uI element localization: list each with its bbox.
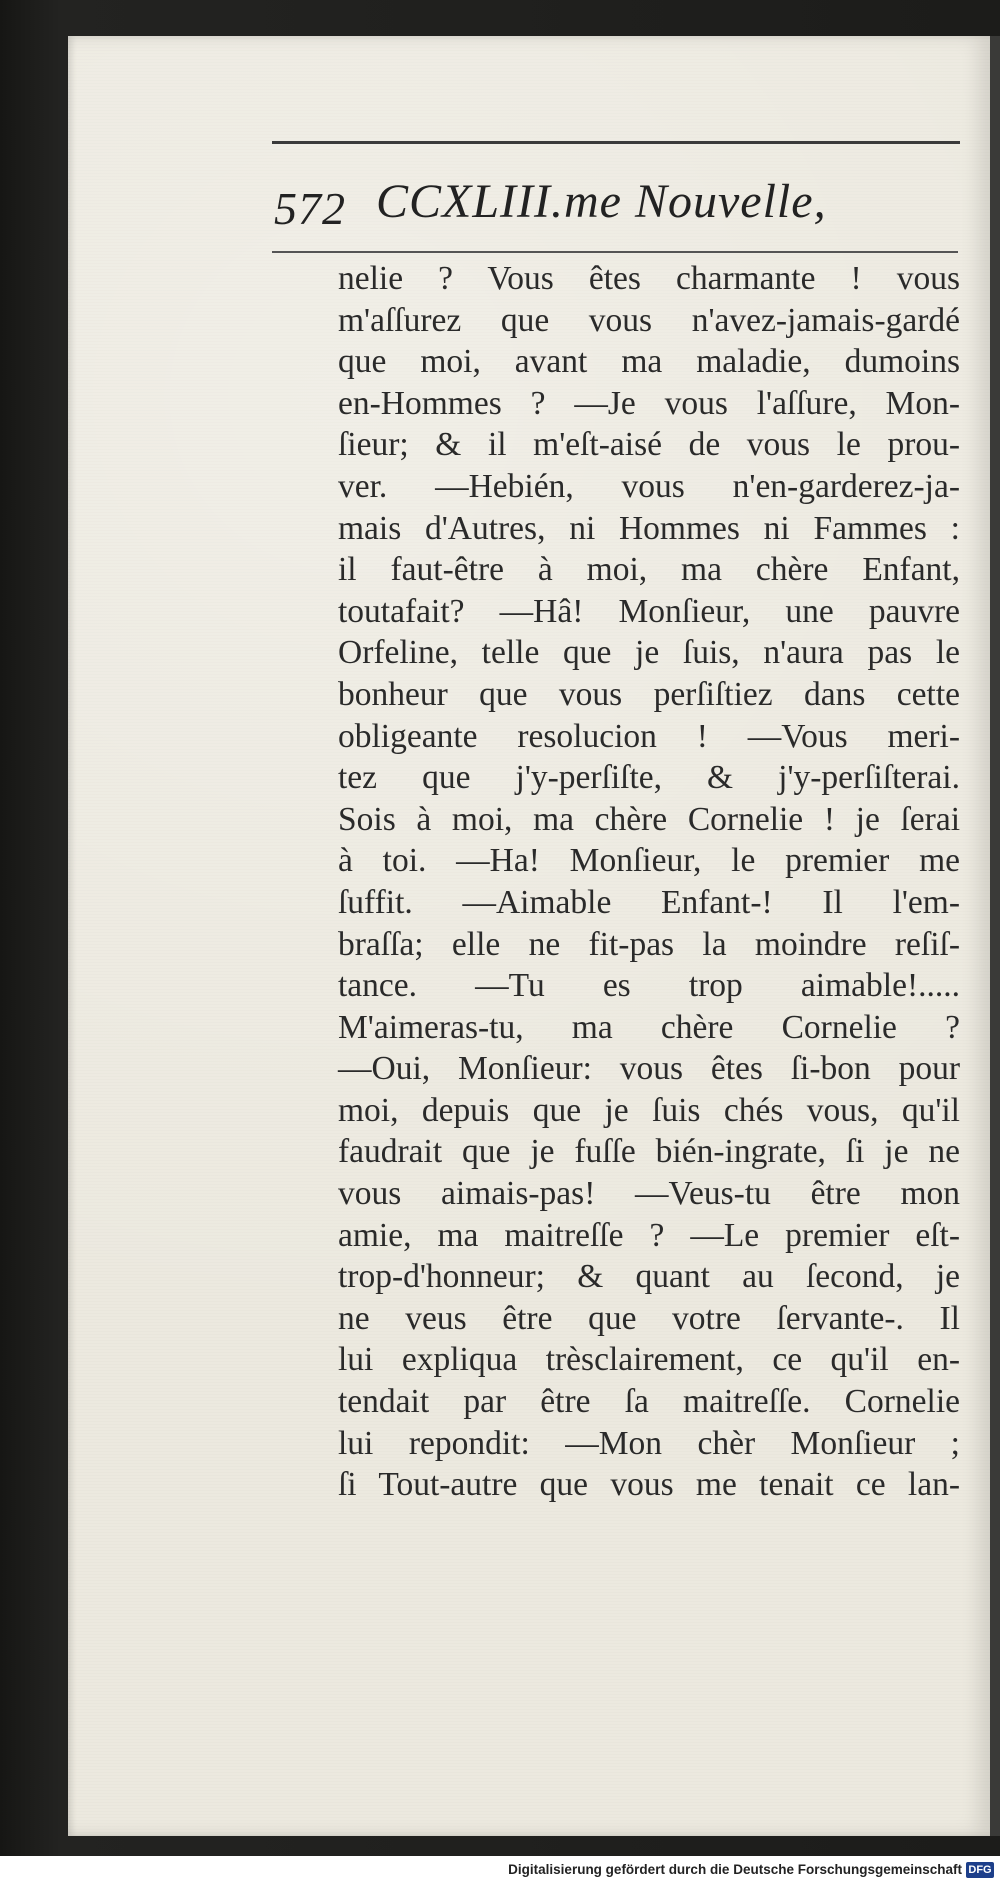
text-line: en-Hommes ? —Je vous l'aſſure, Mon- [338, 384, 960, 422]
text-line: ne veus être que votre ſervante-. Il [338, 1299, 960, 1337]
funding-credit: Digitalisierung gefördert durch die Deutsche Forschungsgemeinschaft [508, 1862, 962, 1877]
text-line: tez que j'y-perſiſte, & j'y-perſiſterai. [338, 759, 960, 797]
text-line: tendait par être ſa maitreſſe. Cornelie [338, 1383, 960, 1421]
text-line: lui repondit: —Mon chèr Monſieur ; [338, 1424, 960, 1462]
text-line: obligeante resolucion ! —Vous meri- [338, 717, 960, 755]
header-rule-bottom [272, 251, 958, 253]
dfg-logo: DFG [966, 1862, 994, 1878]
text-line: ſieur; & il m'eſt-aisé de vous le prou- [338, 426, 960, 464]
body-text [338, 258, 960, 1506]
text-line: ſi Tout-autre que vous me tenait ce lan- [338, 1466, 960, 1504]
text-line: Sois à moi, ma chère Cornelie ! je ſerai [338, 800, 960, 838]
running-head-title: CCXLIII.me Nouvelle, [376, 175, 827, 228]
text-line: ver. —Hebién, vous n'en-garderez-ja- [338, 467, 960, 505]
text-line: M'aimeras-tu, ma chère Cornelie ? [338, 1008, 960, 1046]
text-line: nelie ? Vous êtes charmante ! vous [338, 260, 960, 297]
text-line: trop-d'honneur; & quant au ſecond, je [338, 1258, 960, 1296]
text-line: vous aimais-pas! —Veus-tu être mon [338, 1175, 960, 1213]
digitization-footer [0, 1856, 1000, 1885]
text-line: Orfeline, telle que je ſuis, n'aura pas le [338, 634, 960, 672]
text-line: il faut-être à moi, ma chère Enfant, [338, 551, 960, 589]
text-line: m'aſſurez que vous n'avez-jamais-gardé [338, 301, 960, 339]
text-line: faudrait que je fuſſe bién-ingrate, ſi je ne [338, 1133, 960, 1171]
text-line: moi, depuis que je ſuis chés vous, qu'il [338, 1091, 960, 1129]
text-line: tance. —Tu es trop aimable!..... [338, 967, 960, 1005]
text-line: —Oui, Monſieur: vous êtes ſi-bon pour [338, 1050, 960, 1088]
text-line: mais d'Autres, ni Hommes ni Fammes : [338, 509, 960, 547]
text-line: amie, ma maitreſſe ? —Le premier eſt- [338, 1216, 960, 1254]
text-line: bonheur que vous perſiſtiez dans cette [338, 675, 960, 713]
text-line: lui expliqua trèsclairement, ce qu'il en- [338, 1341, 960, 1379]
text-line: toutafait? —Hâ! Monſieur, une pauvre [338, 592, 960, 630]
page-edge [990, 36, 1000, 1836]
running-head [272, 152, 962, 244]
text-line: que moi, avant ma maladie, dumoins [338, 343, 960, 381]
page-number: 572 [274, 183, 346, 234]
text-line: ſuffit. —Aimable Enfant-! Il l'em- [338, 883, 960, 921]
text-line: à toi. —Ha! Monſieur, le premier me [338, 842, 960, 880]
header-rule-top [272, 141, 960, 144]
text-line: braſſa; elle ne fit-pas la moindre reſiſ- [338, 925, 960, 963]
